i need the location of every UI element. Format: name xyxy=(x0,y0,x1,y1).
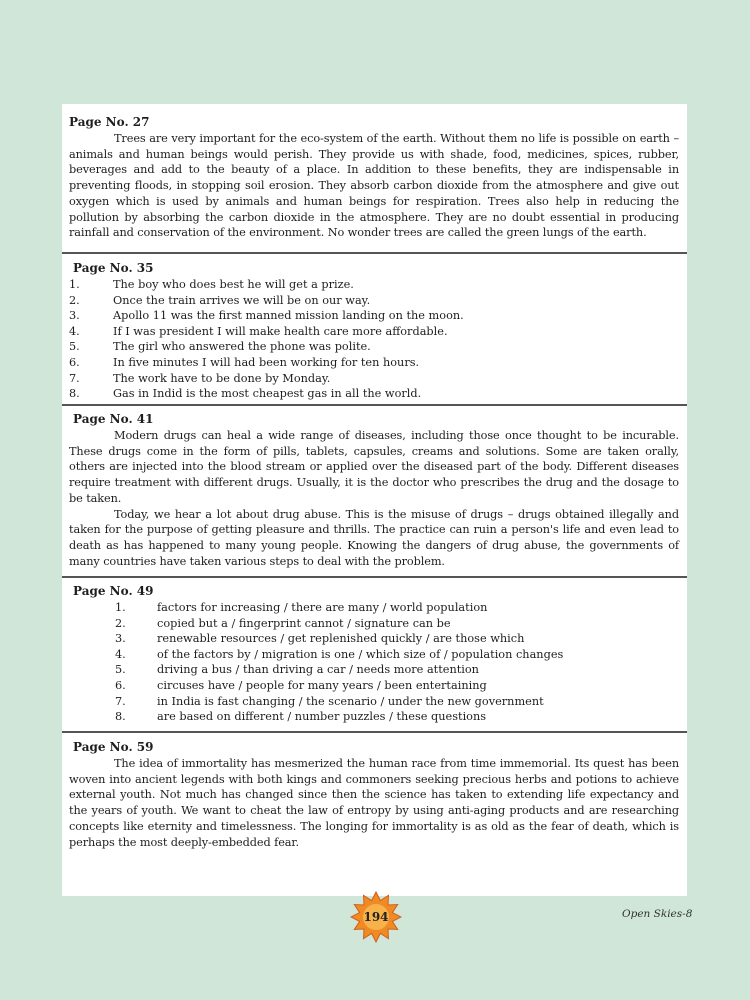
item-number: 6. xyxy=(115,678,126,692)
list-item xyxy=(69,647,679,663)
item-text: copied but a / fingerprint cannot / signature can be xyxy=(157,616,451,630)
section-heading: Page No. 35 xyxy=(73,261,154,275)
item-number: 8. xyxy=(69,387,80,401)
list-item xyxy=(69,631,679,647)
answer-list xyxy=(69,277,679,402)
section-divider xyxy=(62,731,687,733)
list-item xyxy=(69,678,679,694)
item-text: circuses have / people for many years / been entertaining xyxy=(157,678,487,692)
list-item xyxy=(69,339,679,355)
item-text: In five minutes I will had been working for ten hours. xyxy=(113,355,420,369)
item-text: Apollo 11 was the first manned mission landing on the moon. xyxy=(113,309,464,323)
section-page-27 xyxy=(62,114,687,241)
list-item xyxy=(69,616,679,632)
item-number: 5. xyxy=(69,340,80,354)
item-text: in India is fast changing / the scenario / under the new government xyxy=(157,694,544,708)
item-number: 3. xyxy=(69,309,80,323)
item-number: 2. xyxy=(69,293,80,307)
item-text: If I was president I will make health care more affordable. xyxy=(113,324,448,338)
item-text: Once the train arrives we will be on our way. xyxy=(113,293,371,307)
item-text: of the factors by / migration is one / which size of / population changes xyxy=(157,647,564,661)
section-divider xyxy=(62,576,687,578)
list-item xyxy=(69,662,679,678)
paragraph: Trees are very important for the eco-system of the earth. Without them no life is possible on earth – animals and human beings would perish. They provide us with shade, food, medicines, spices, rubber, beverages and add to the beauty of a place. In addition to these benefits, they are indispensable in preventing floods, in stopping soil erosion. They absorb carbon dioxide from the atmosphere and give out oxygen which is used by animals and human beings for respiration. Trees also help in reducing the pollution by absorbing the carbon dioxide in the atmosphere. They are no doubt essential in producing rainfall and conservation of the environment. No wonder trees are called the green lungs of the earth. xyxy=(69,132,679,240)
item-text: driving a bus / than driving a car / needs more attention xyxy=(157,663,479,677)
item-number: 3. xyxy=(115,632,126,646)
item-number: 1. xyxy=(115,601,126,614)
answer-list xyxy=(69,600,679,725)
section-page-41 xyxy=(62,411,687,569)
item-number: 6. xyxy=(69,355,80,369)
list-item xyxy=(69,324,679,340)
paragraph: Modern drugs can heal a wide range of diseases, including those once thought to be incurable. These drugs come in the form of pills, tablets, capsules, creams and solutions. Some are taken orally, others are injected into the blood stream or applied over the diseased part of the body. Different diseases require treatment with different drugs. Usually, it is the doctor who prescribes the drug and the dosage to be taken. xyxy=(69,429,679,505)
list-item xyxy=(69,694,679,710)
section-heading: Page No. 27 xyxy=(69,115,150,129)
item-text: Gas in Indid is the most cheapest gas in all the world. xyxy=(113,387,422,401)
item-number: 2. xyxy=(115,616,126,630)
item-text: are based on different / number puzzles / these questions xyxy=(157,710,487,724)
item-text: factors for increasing / there are many / world population xyxy=(157,601,488,614)
section-divider xyxy=(62,404,687,406)
item-text: renewable resources / get replenished quickly / are those which xyxy=(157,632,525,646)
section-divider xyxy=(62,252,687,254)
item-number: 8. xyxy=(115,710,126,724)
section-heading: Page No. 41 xyxy=(73,412,154,426)
item-number: 7. xyxy=(69,371,80,385)
section-heading: Page No. 59 xyxy=(73,740,154,754)
item-text: The work have to be done by Monday. xyxy=(113,371,331,385)
list-item xyxy=(69,600,679,616)
paragraph: Today, we hear a lot about drug abuse. This is the misuse of drugs – drugs obtained illegally and taken for the purpose of getting pleasure and thrills. The practice can ruin a person's life and even lead to death as has happened to many young people. Knowing the dangers of drug abuse, the governments of many countries have taken various steps to deal with the problem. xyxy=(69,507,679,568)
list-item xyxy=(69,355,679,371)
item-text: The boy who does best he will get a prize. xyxy=(113,278,354,291)
page-number-badge xyxy=(350,891,402,943)
item-number: 5. xyxy=(115,663,126,677)
list-item xyxy=(69,371,679,387)
item-number: 1. xyxy=(69,278,80,291)
list-item xyxy=(69,308,679,324)
section-heading: Page No. 49 xyxy=(73,584,154,598)
section-page-59 xyxy=(62,739,687,850)
section-page-49 xyxy=(62,583,687,725)
paragraph: The idea of immortality has mesmerized the human race from time immemorial. Its quest has been woven into ancient legends with both kings and commoners seeking precious herbs and potions to achieve external youth. Not much has changed since then the science has taken to extending life expectancy and the years of youth. We want to cheat the law of entropy by using anti-aging products and are researching concepts like eternity and timelessness. The longing for immortality is as old as the fear of death, which is perhaps the most deeply-embedded fear. xyxy=(69,757,679,849)
item-number: 7. xyxy=(115,694,126,708)
page-number: 194 xyxy=(363,910,389,924)
item-number: 4. xyxy=(115,647,126,661)
section-page-35 xyxy=(62,260,687,402)
list-item xyxy=(69,277,679,293)
list-item xyxy=(69,386,679,402)
item-number: 4. xyxy=(69,324,80,338)
list-item xyxy=(69,293,679,309)
answer-panel xyxy=(62,104,687,896)
list-item xyxy=(69,709,679,725)
item-text: The girl who answered the phone was polite. xyxy=(113,340,371,354)
book-title: Open Skies-8 xyxy=(622,908,693,920)
